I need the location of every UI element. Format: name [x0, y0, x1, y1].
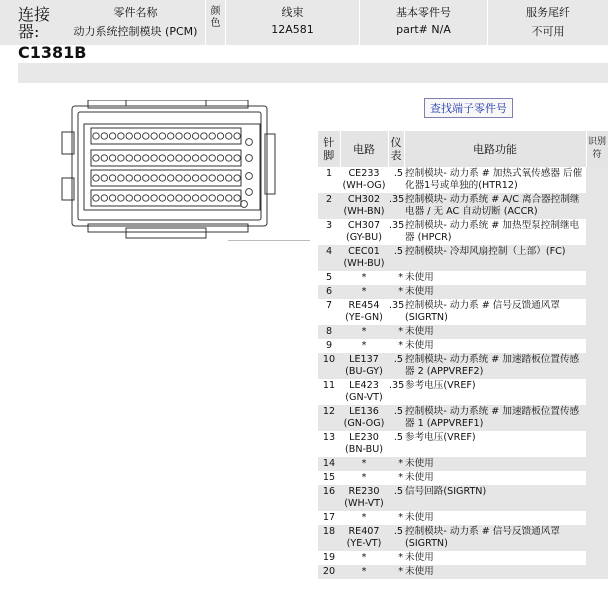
circuit-function: 未使用 [404, 457, 586, 471]
pin-cavity [241, 201, 248, 208]
table-row [318, 565, 608, 579]
table-row [318, 325, 608, 339]
circuit-function: 未使用 [405, 472, 434, 483]
pin-cavity [234, 175, 240, 181]
wire-color: (GY-BU) [346, 232, 382, 243]
circuit-id: RE407 [348, 526, 380, 537]
identifier-cell [586, 325, 608, 339]
pin-cavity [126, 175, 132, 181]
pin-number: 10 [318, 353, 340, 379]
pin-cavity [209, 155, 215, 161]
wire-gauge: .35 [388, 193, 404, 219]
circuit-function: 控制模块- 动力系统 # 加速踏板位置传感器 1 (APPVREF1) [404, 405, 586, 431]
pin-cavity [151, 155, 157, 161]
pin-cavity [93, 195, 99, 201]
table-row [318, 471, 608, 485]
pin-number: 4 [318, 245, 340, 271]
table-row [318, 219, 608, 245]
table-row [318, 271, 608, 285]
circuit-id: LE423 [349, 380, 379, 391]
table-row [318, 339, 608, 353]
pin-cavity [217, 175, 223, 181]
wire-color: (WH-OG) [342, 180, 386, 191]
col-gauge: 仪表 [388, 131, 404, 167]
circuit-function: 未使用 [404, 285, 586, 299]
pin-number: 14 [318, 457, 340, 471]
wire-gauge: .5 [393, 168, 403, 179]
identifier-cell [586, 353, 608, 379]
pin-cavity [118, 195, 124, 201]
header-bar [0, 0, 608, 45]
circuit-function: 信号回路(SIGRTN) [404, 485, 586, 511]
pin-cavity [134, 133, 140, 139]
identifier-cell [586, 525, 608, 551]
service-title: 服务尾纤 [526, 6, 570, 19]
pin-number: 3 [325, 220, 333, 231]
circuit-id: RE454 [348, 300, 380, 311]
table-row [318, 193, 608, 219]
pin-cavity [192, 195, 198, 201]
pin-cavity [134, 175, 140, 181]
identifier-cell [586, 379, 608, 405]
wire-gauge: * [388, 457, 404, 471]
identifier-cell [586, 271, 608, 285]
identifier-cell [586, 471, 608, 485]
pin-cavity [234, 133, 240, 139]
pin-number: 12 [318, 405, 340, 431]
base-part-value: part# N/A [396, 23, 451, 36]
identifier-cell [586, 405, 608, 431]
pin-cavity [246, 189, 253, 196]
circuit-cell [340, 457, 388, 471]
circuit-cell [340, 339, 388, 353]
wire-color: (WH-BU) [343, 258, 385, 269]
identifier-cell [586, 285, 608, 299]
harness-cell [226, 0, 360, 45]
table-row [318, 551, 608, 565]
pin-cavity [246, 139, 253, 146]
circuit-cell [340, 285, 388, 299]
color-title: 颜色 [210, 6, 221, 29]
pin-cavity [143, 133, 149, 139]
wire-gauge: .5 [388, 405, 404, 431]
pin-cavity [101, 155, 107, 161]
pin-cavity [159, 175, 165, 181]
pin-number: 1 [325, 168, 333, 179]
pin-number: 5 [325, 272, 333, 283]
pin-cavity [201, 175, 207, 181]
pin-cavity [134, 155, 140, 161]
pin-cavity [192, 133, 198, 139]
identifier-cell [586, 245, 608, 271]
circuit-id: * [361, 552, 367, 563]
pin-cavity [184, 133, 190, 139]
circuit-id: LE230 [349, 432, 379, 443]
identifier-cell [586, 167, 608, 193]
pin-cavity [101, 195, 107, 201]
connector-label: 连接器: [18, 5, 51, 41]
pin-number: 9 [325, 340, 333, 351]
col-function: 电路功能 [404, 131, 586, 167]
pin-cavity [143, 175, 149, 181]
wire-gauge: * [398, 340, 403, 351]
pin-cavity [234, 155, 240, 161]
circuit-id: * [361, 286, 367, 297]
circuit-cell [340, 525, 388, 551]
pin-cavity [209, 133, 215, 139]
table-row [318, 285, 608, 299]
pin-cavity [246, 155, 253, 162]
wire-color: (BN-BU) [345, 444, 383, 455]
pin-number: 17 [322, 512, 336, 523]
identifier-cell [586, 219, 608, 245]
circuit-cell [340, 353, 388, 379]
part-name-cell [66, 0, 206, 45]
pin-cavity [217, 155, 223, 161]
pin-cavity [168, 133, 174, 139]
circuit-cell [340, 485, 388, 511]
pin-cavity [159, 195, 165, 201]
circuit-id: * [361, 512, 367, 523]
pin-cavity [234, 195, 240, 201]
pin-cavity [109, 133, 115, 139]
pin-cavity [226, 195, 232, 201]
circuit-function: 未使用 [405, 512, 434, 523]
circuit-function: 控制模块- 动力系统 # 加热型泵控制继电器 (HPCR) [405, 220, 580, 243]
pin-cavity [226, 133, 232, 139]
pin-cavity [109, 155, 115, 161]
wire-gauge: .35 [389, 380, 405, 391]
wire-gauge: * [388, 565, 404, 579]
table-row [318, 511, 608, 525]
circuit-cell [340, 325, 388, 339]
circuit-cell [340, 299, 388, 325]
pin-cavity [159, 133, 165, 139]
identifier-cell [586, 511, 608, 525]
table-row [318, 299, 608, 325]
pin-cavity [168, 175, 174, 181]
circuit-function: 控制模块- 冷却风扇控制（上部）(FC) [404, 245, 586, 271]
circuit-id: * [361, 326, 367, 337]
wire-gauge: * [388, 285, 404, 299]
pin-cavity [226, 175, 232, 181]
wire-gauge: * [398, 472, 403, 483]
circuit-function: 控制模块- 动力系统 # A/C 离合器控制继电器 / 无 AC 自动切断 (ACCR) [404, 193, 586, 219]
wire-gauge: * [398, 512, 403, 523]
pin-cavity [118, 175, 124, 181]
pin-cavity [93, 133, 99, 139]
wire-color: (WH-VT) [344, 498, 384, 509]
pin-cavity [143, 155, 149, 161]
table-row [318, 245, 608, 271]
identifier-cell [586, 565, 608, 579]
pin-number: 6 [318, 285, 340, 299]
circuit-function: 未使用 [405, 272, 434, 283]
circuit-id: LE136 [349, 406, 379, 417]
circuit-cell [340, 565, 388, 579]
circuit-cell [340, 193, 388, 219]
pin-cavity [151, 195, 157, 201]
col-pin: 针脚 [318, 131, 340, 167]
pin-cavity [168, 195, 174, 201]
wire-color: (YE-GN) [345, 312, 383, 323]
pin-cavity [101, 133, 107, 139]
wire-color: (YE-VT) [346, 538, 382, 549]
pin-cavity [109, 195, 115, 201]
circuit-id: * [361, 472, 367, 483]
circuit-cell [340, 379, 388, 405]
identifier-cell [586, 193, 608, 219]
pin-number: 15 [322, 472, 336, 483]
circuit-cell [340, 245, 388, 271]
pin-cavity [184, 195, 190, 201]
pin-cavity [176, 133, 182, 139]
wire-gauge: .35 [389, 300, 405, 311]
circuit-cell [340, 219, 388, 245]
circuit-function: 未使用 [404, 325, 586, 339]
pin-cavity [151, 175, 157, 181]
harness-value: 12A581 [271, 23, 314, 36]
connector-diagram [58, 100, 288, 245]
wire-gauge: .35 [389, 220, 405, 231]
pin-cavity [246, 173, 253, 180]
circuit-cell [340, 551, 388, 565]
identifier-cell [586, 339, 608, 353]
table-row [318, 379, 608, 405]
wire-color: (BU-GY) [345, 366, 383, 377]
pin-cavity [209, 175, 215, 181]
circuit-function: 控制模块- 动力系 # 信号反馈通风罩 (SIGRTN) [404, 525, 586, 551]
pin-number: 2 [318, 193, 340, 219]
header-stripe [18, 63, 608, 83]
circuit-id: * [361, 272, 367, 283]
table-row [318, 485, 608, 511]
pin-cavity [126, 155, 132, 161]
wire-color: (GN-OG) [343, 418, 385, 429]
circuit-function: 控制模块- 动力系 # 信号反馈通风罩 (SIGRTN) [405, 300, 560, 323]
wire-gauge: .5 [393, 432, 403, 443]
wire-color: (WH-BN) [343, 206, 385, 217]
circuit-function: 控制模块- 动力系 # 加热式氧传感器 后催化器1号或单独的(HTR12) [405, 168, 583, 191]
pin-number: 19 [322, 552, 336, 563]
pin-cavity [109, 175, 115, 181]
identifier-cell [586, 299, 608, 325]
circuit-id: LE137 [349, 354, 379, 365]
pin-cavity [159, 155, 165, 161]
identifier-cell [586, 457, 608, 471]
table-row [318, 405, 608, 431]
pin-cavity [184, 155, 190, 161]
pin-cavity [93, 155, 99, 161]
pin-cavity [126, 133, 132, 139]
circuit-id: * [361, 458, 367, 469]
pin-cavity [226, 155, 232, 161]
pin-cavity [176, 155, 182, 161]
circuit-function: 参考电压(VREF) [405, 380, 476, 391]
wire-gauge: * [398, 552, 403, 563]
divider-line [228, 240, 310, 241]
pin-cavity [176, 175, 182, 181]
table-row [318, 167, 608, 193]
pin-cavity [168, 155, 174, 161]
circuit-id: CH302 [347, 194, 381, 205]
circuit-id: CE233 [348, 168, 380, 179]
table-row [318, 353, 608, 379]
circuit-id: CH307 [347, 220, 381, 231]
service-cell [488, 0, 608, 45]
pin-cavity [184, 175, 190, 181]
wire-gauge: .5 [388, 245, 404, 271]
circuit-function: 未使用 [404, 565, 586, 579]
col-circuit: 电路 [340, 131, 388, 167]
pin-number: 20 [318, 565, 340, 579]
circuit-function: 参考电压(VREF) [405, 432, 476, 443]
circuit-cell [340, 271, 388, 285]
circuit-cell [340, 431, 388, 457]
connector-code: C1381B [18, 43, 87, 62]
pin-cavity [126, 195, 132, 201]
pin-cavity [217, 195, 223, 201]
pin-cavity [201, 195, 207, 201]
service-value: 不可用 [531, 25, 565, 38]
pin-cavity [118, 133, 124, 139]
pin-cavity [101, 175, 107, 181]
wire-gauge: .5 [388, 353, 404, 379]
pin-number: 11 [322, 380, 336, 391]
pin-cavity [134, 195, 140, 201]
wire-gauge: .5 [388, 485, 404, 511]
pin-cavity [176, 195, 182, 201]
circuit-function: 未使用 [405, 552, 434, 563]
pin-cavity [209, 195, 215, 201]
identifier-cell [586, 551, 608, 565]
pin-number: 18 [318, 525, 340, 551]
wire-gauge: * [388, 325, 404, 339]
pin-cavity [217, 133, 223, 139]
circuit-function: 未使用 [405, 340, 434, 351]
color-cell [206, 0, 226, 45]
circuit-function: 控制模块- 动力系统 # 加速踏板位置传感器 2 (APPVREF2) [404, 353, 586, 379]
circuit-id: * [361, 340, 367, 351]
circuit-id: CEC01 [348, 246, 380, 257]
pin-number: 13 [322, 432, 336, 443]
find-terminal-link[interactable]: 查找端子零件号 [424, 98, 513, 118]
pin-cavity [201, 133, 207, 139]
table-row [318, 431, 608, 457]
harness-title: 线束 [281, 6, 304, 19]
part-name-title: 零件名称 [113, 6, 158, 19]
circuit-cell [340, 511, 388, 525]
wire-color: (GN-VT) [345, 392, 383, 403]
pin-number: 16 [318, 485, 340, 511]
pin-cavity [151, 133, 157, 139]
wire-gauge: .5 [388, 525, 404, 551]
table-row [318, 457, 608, 471]
pin-number: 8 [318, 325, 340, 339]
circuit-cell [340, 405, 388, 431]
part-name-value: 动力系统控制模块 (PCM) [73, 25, 198, 38]
col-extra: 识别符 [586, 131, 608, 167]
pin-number: 7 [325, 300, 333, 311]
pin-table [318, 131, 608, 579]
circuit-id: RE230 [348, 486, 380, 497]
pin-cavity [93, 175, 99, 181]
pin-cavity [201, 155, 207, 161]
pin-table-header [318, 131, 608, 167]
table-row [318, 525, 608, 551]
pin-cavity [118, 155, 124, 161]
identifier-cell [586, 485, 608, 511]
pin-cavity [143, 195, 149, 201]
pin-cavity [192, 155, 198, 161]
wire-gauge: * [398, 272, 403, 283]
circuit-cell [340, 471, 388, 485]
pin-cavity [192, 175, 198, 181]
identifier-cell [586, 431, 608, 457]
circuit-id: * [361, 566, 367, 577]
base-part-cell [360, 0, 488, 45]
base-part-title: 基本零件号 [396, 6, 451, 19]
circuit-cell [340, 167, 388, 193]
